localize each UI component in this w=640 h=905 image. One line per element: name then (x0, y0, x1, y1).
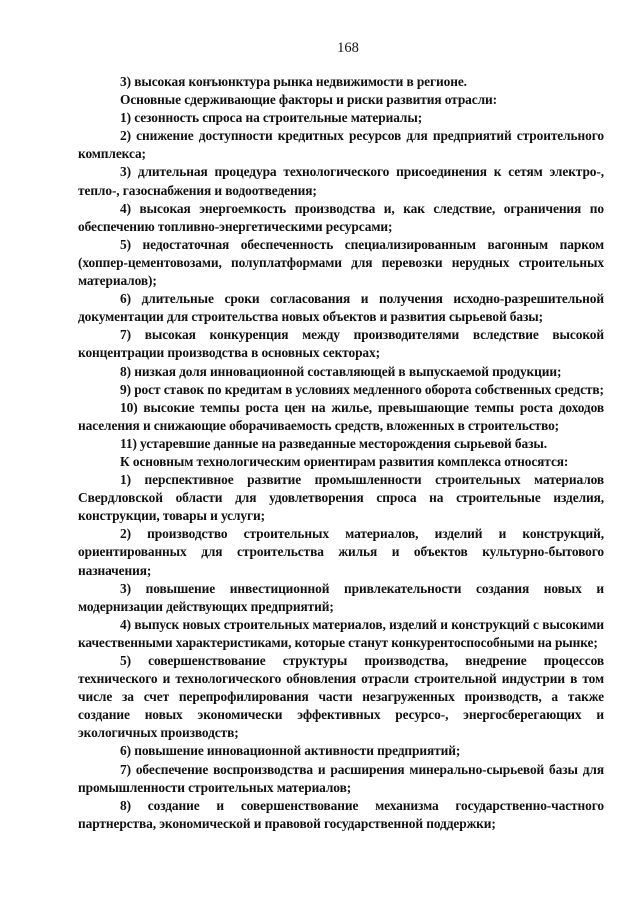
risk-item: 1) сезонность спроса на строительные материалы; (120, 110, 423, 126)
heading-technology-priorities: К основным технологическим ориентирам развития комплекса относятся: (120, 453, 569, 469)
risk-item: 4) высокая энергоемкость производства и, как следствие, ограничения по обеспечению топливно-энергетическими ресурсами; (78, 200, 604, 234)
risk-item: 10) высокие темпы роста цен на жилье, превышающие темпы роста доходов населения и снижающие оборачиваемость средств, вложенных в строительство; (78, 399, 604, 433)
body-text (78, 73, 604, 833)
risk-item: 2) снижение доступности кредитных ресурсов для предприятий строительного комплекса; (78, 128, 604, 162)
risk-item: 9) рост ставок по кредитам в условиях медленного оборота собственных средств; (120, 381, 604, 397)
risk-item: 7) высокая конкуренция между производителями вследствие высокой концентрации производства в основных секторах; (78, 327, 604, 361)
priority-item: 5) совершенствование структуры производства, внедрение процессов технического и технологического обновления отрасли строительной индустрии в том числе за счет перепрофилирования части незагруженных производств, а также создание новых экономически эффективных ресурсо-, энергосберегающих и экологичных производств; (78, 653, 604, 741)
risk-item: 6) длительные сроки согласования и получения исходно-разрешительной документации для строительства новых объектов и развития сырьевой базы; (78, 291, 604, 325)
priority-item: 1) перспективное развитие промышленности строительных материалов Свердловской области для удовлетворения спроса на строительные изделия, конструкции, товары и услуги; (78, 472, 604, 524)
priority-item: 7) обеспечение воспроизводства и расширения минерально-сырьевой базы для промышленности строительных материалов; (78, 761, 604, 795)
paragraph-market-conditions: 3) высокая конъюнктура рынка недвижимости в регионе. (120, 74, 467, 89)
risk-item: 3) длительная процедура технологического присоединения к сетям электро-, тепло-, газоснабжения и водоотведения; (78, 164, 604, 198)
priority-item: 3) повышение инвестиционной привлекательности создания новых и модернизации действующих предприятий; (78, 580, 604, 614)
heading-risk-factors: Основные сдерживающие факторы и риски развития отрасли: (120, 92, 497, 108)
risk-item: 5) недостаточная обеспеченность специализированным вагонным парком (хоппер-цементовозами, полуплатформами для перевозки нерудных строительных материалов); (78, 236, 604, 289)
priority-item: 2) производство строительных материалов, изделий и конструкций, ориентированных для строительства жилья и объектов культурно-бытового назначения; (78, 526, 604, 578)
risk-item: 8) низкая доля инновационной составляющей в выпускаемой продукции; (120, 363, 562, 379)
priority-item: 6) повышение инновационной активности предприятий; (120, 743, 461, 759)
page-number: 168 (337, 40, 359, 56)
priority-item: 4) выпуск новых строительных материалов, изделий и конструкций с высокими качественными характеристиками, которые станут конкурентоспособными на рынке; (78, 616, 604, 650)
risk-item: 11) устаревшие данные на разведанные месторождения сырьевой базы. (120, 435, 547, 451)
priority-item: 8) создание и совершенствование механизма государственно-частного партнерства, экономической и правовой государственной поддержки; (78, 797, 604, 831)
